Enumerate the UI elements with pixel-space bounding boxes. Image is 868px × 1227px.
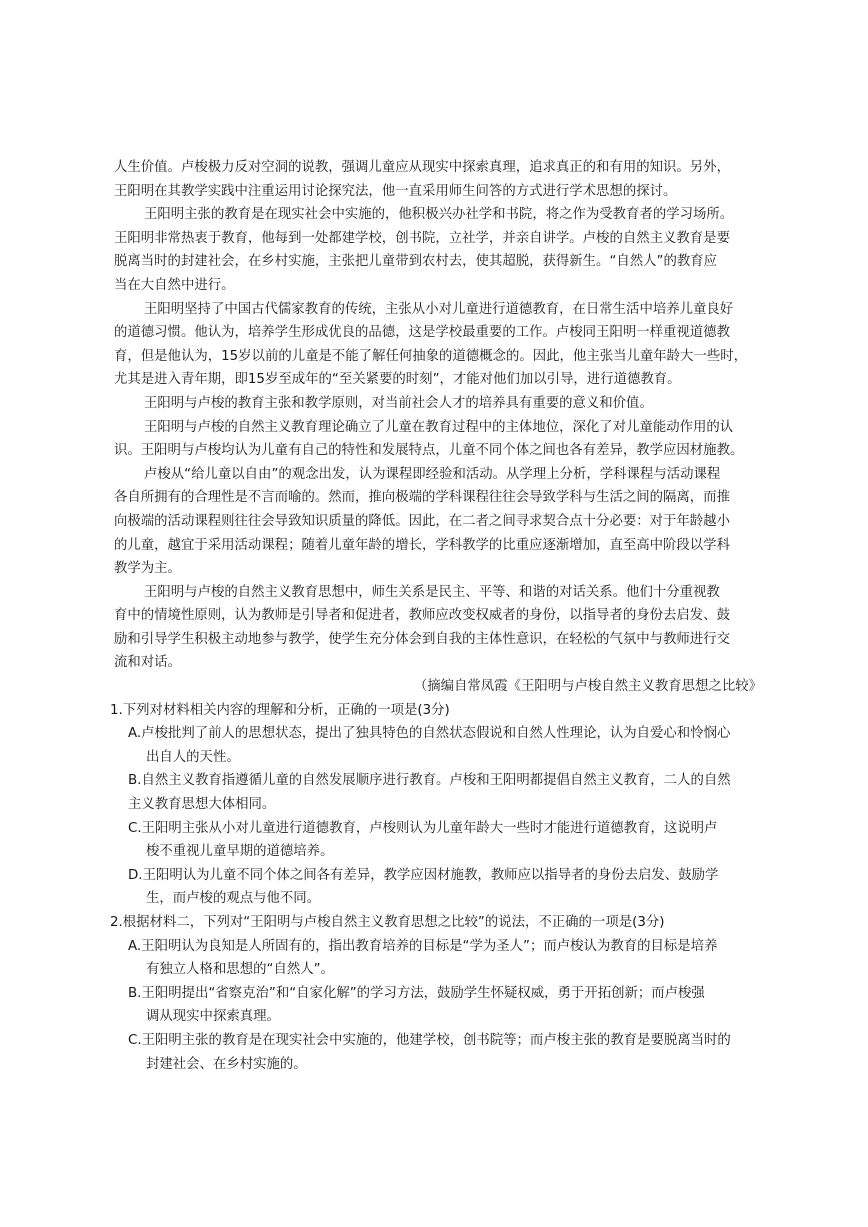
passage-line: 脱离当时的封建社会，在乡村实施，主张把儿童带到农村去，使其超脱，获得新生。“自然人”的教育应 xyxy=(114,254,718,270)
passage-line: 卢梭从“给儿童以自由”的观念出发，认为课程即经验和活动。从学理上分析，学科课程与活动课程 xyxy=(144,466,721,482)
passage-line: 当在大自然中进行。 xyxy=(114,277,235,293)
passage-line: 识。王阳明与卢梭均认为儿童有自己的特性和发展特点，儿童不同个体之间也各有差异，教学应因材施教。 xyxy=(114,443,744,459)
passage-line: 励和引导学生积极主动地参与教学，使学生充分体会到自我的主体性意识，在轻松的气氛中与教师进行交 xyxy=(114,631,730,647)
passage-line: 人生价值。卢梭极力反对空洞的说教，强调儿童应从现实中探索真理，追求真正的和有用的知识。另外， xyxy=(114,160,730,175)
passage xyxy=(114,156,764,699)
option-b-cont: 调从现实中探索真理。 xyxy=(146,1009,280,1025)
option-d-cont: 生，而卢梭的观点与他不同。 xyxy=(146,891,321,907)
option-c-cont: 封建社会、在乡村实施的。 xyxy=(146,1056,307,1072)
option-a: A.王阳明认为良知是人所固有的，指出教育培养的目标是“学为圣人”；而卢梭认为教育的目标是培养 xyxy=(128,938,718,954)
passage-line: 向极端的活动课程则往往会导致知识质量的降低。因此，在二者之间寻求契合点十分必要：对于年龄越小 xyxy=(114,513,730,529)
question-stem: 1.下列对材料相关内容的理解和分析，正确的一项是(3分) xyxy=(110,702,450,718)
passage-line: 教学为主。 xyxy=(114,561,181,577)
passage-line: 王阳明非常热衷于教育，他每到一处都建学校，创书院，立社学，并亲自讲学。卢梭的自然主义教育是要 xyxy=(114,230,730,246)
passage-source: （摘编自常凤霞《王阳明与卢梭自然主义教育思想之比较》 xyxy=(413,679,762,695)
passage-line: 尤其是进入青年期，即15岁至成年的“至关紧要的时刻”，才能对他们加以引导，进行道德教育。 xyxy=(114,372,681,388)
passage-line: 流和对话。 xyxy=(114,655,181,671)
option-b: B.王阳明提出“省察克治”和“自家化解”的学习方法，鼓励学生怀疑权威，勇于开拓创新；而卢梭强 xyxy=(128,985,705,1001)
option-b-cont: 主义教育思想大体相同。 xyxy=(128,797,276,813)
passage-line: 王阳明在其教学实践中注重运用讨论探究法，他一直采用师生问答的方式进行学术思想的探讨。 xyxy=(114,183,677,199)
question-1 xyxy=(110,699,764,911)
passage-line: 各自所拥有的合理性是不言而喻的。然而，推向极端的学科课程往往会导致学科与生活之间的隔离，而推 xyxy=(114,490,730,506)
option-a: A.卢梭批判了前人的思想状态，提出了独具特色的自然状态假说和自然人性理论，认为自爱心和怜悯心 xyxy=(128,726,731,742)
passage-line: 王阳明与卢梭的自然主义教育思想中，师生关系是民主、平等、和谐的对话关系。他们十分重视教 xyxy=(144,584,720,600)
question-stem: 2.根据材料二，下列对“王阳明与卢梭自然主义教育思想之比较”的说法，不正确的一项是(3分) xyxy=(110,915,665,930)
option-c: C.王阳明主张的教育是在现实社会中实施的，他建学校，创书院等；而卢梭主张的教育是要脱离当时的 xyxy=(128,1032,731,1048)
passage-line: 王阳明与卢梭的自然主义教育理论确立了儿童在教育过程中的主体地位，深化了对儿童能动作用的认 xyxy=(144,419,734,435)
passage-line: 王阳明坚持了中国古代儒家教育的传统，主张从小对儿童进行道德教育，在日常生活中培养儿童良好 xyxy=(144,301,734,317)
document-page xyxy=(110,156,764,1076)
passage-line: 育中的情境性原则，认为教师是引导者和促进者，教师应改变权威者的身份，以指导者的身份去启发、鼓 xyxy=(114,608,730,624)
option-c: C.王阳明主张从小对儿童进行道德教育，卢梭则认为儿童年龄大一些时才能进行道德教育，这说明卢 xyxy=(128,820,718,836)
option-b: B.自然主义教育指遵循儿童的自然发展顺序进行教育。卢梭和王阳明都提倡自然主义教育，二人的自然 xyxy=(128,773,731,789)
passage-line: 王阳明与卢梭的教育主张和教学原则，对当前社会人才的培养具有重要的意义和价值。 xyxy=(144,395,653,411)
option-c-cont: 梭不重视儿童早期的道德培养。 xyxy=(146,844,334,860)
passage-line: 王阳明主张的教育是在现实社会中实施的，他积极兴办社学和书院，将之作为受教育者的学习场所。 xyxy=(144,207,734,223)
passage-line: 育，但是他认为，15岁以前的儿童是不能了解任何抽象的道德概念的。因此，他主张当儿童年龄大一些时， xyxy=(114,348,748,364)
option-a-cont: 出自人的天性。 xyxy=(146,749,240,765)
passage-line: 的道德习惯。他认为，培养学生形成优良的品德，这是学校最重要的工作。卢梭同王阳明一样重视道德教 xyxy=(114,325,730,341)
passage-line: 的儿童，越宜于采用活动课程；随着儿童年龄的增长，学科教学的比重应逐渐增加，直至高中阶段以学科 xyxy=(114,537,730,553)
option-a-cont: 有独立人格和思想的“自然人”。 xyxy=(146,962,334,978)
option-d: D.王阳明认为儿童不同个体之间各有差异，教学应因材施教，教师应以指导者的身份去启发、鼓励学 xyxy=(128,867,719,883)
question-2 xyxy=(110,911,764,1076)
